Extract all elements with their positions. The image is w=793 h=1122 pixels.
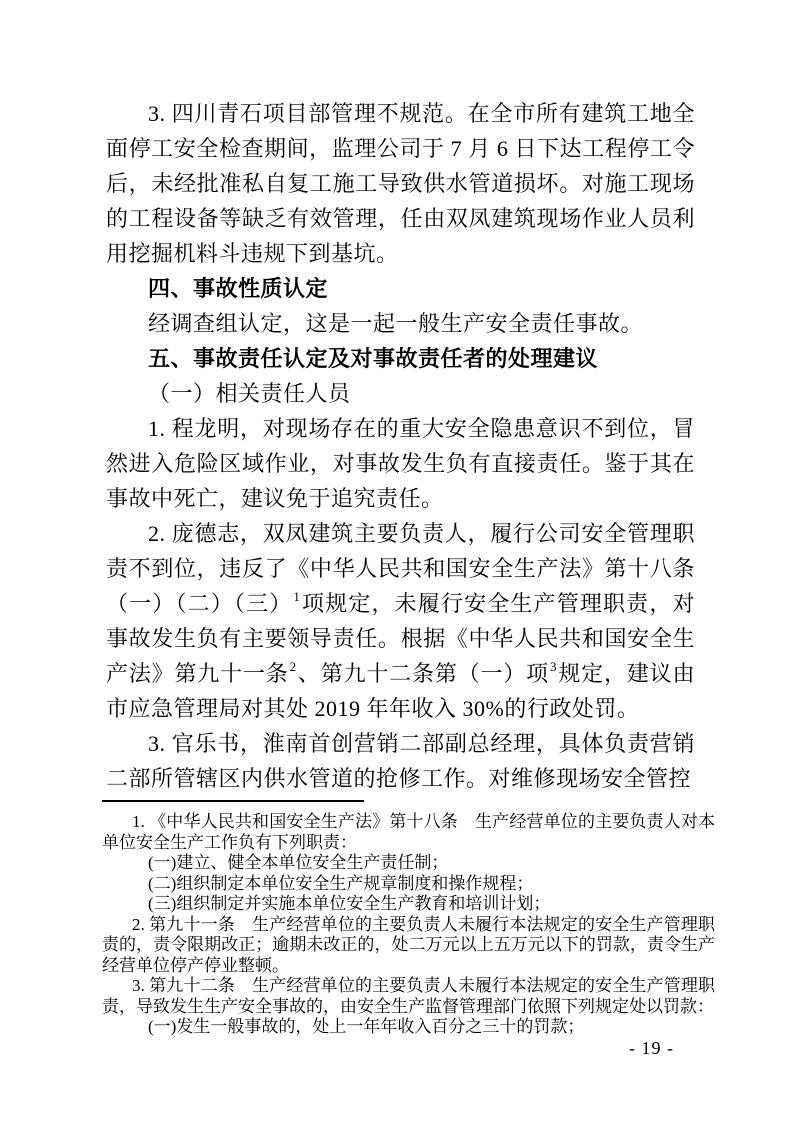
footnote-1-item-2: (二)组织制定本单位安全生产规章制度和操作规程； — [148, 873, 534, 893]
pang-text-segment-4: 规定，建议由市应急管理局对其处 2019 年年收入 30%的行政处罚。 — [106, 661, 695, 721]
heading-section-five: 五、事故责任认定及对事故责任者的处理建议 — [148, 346, 599, 371]
paragraph-accident-nature: 经调查组认定，这是一起一般生产安全责任事故。 — [148, 311, 644, 336]
paragraph-cheng-longming: 1. 程龙明，对现场存在的重大安全隐患意识不到位，冒然进入危险区域作业，对事故发生负有直接责任。鉴于其在事故中死亡，建议免于追究责任。 — [106, 416, 695, 511]
footnote-1: 1. 《中华人民共和国安全生产法》第十八条 生产经营单位的主要负责人对本单位安全生产工作负有下列职责： — [102, 812, 715, 852]
pang-text-segment-1: 2. 庞德志，双凤建筑主要负责人，履行公司安全管理职责不到位，违反了《中华人民共和国安全生产法》第十八条（一）（二）（三） — [106, 521, 695, 616]
footnote-separator — [102, 800, 364, 802]
document-body — [106, 96, 703, 796]
paragraph-guan-leshu: 3. 官乐书，淮南首创营销二部副总经理，具体负责营销二部所管辖区内供水管道的抢修工作。对维修现场安全管控 — [106, 731, 695, 791]
pang-text-segment-2: 项规定，未履行安全生产管理职责，对事故发生负有主要领导责任。根据《中华人民共和国安全生产法》第九十一条 — [106, 591, 695, 686]
page-content — [102, 96, 715, 1038]
footnote-3: 3. 第九十二条 生产经营单位的主要负责人未履行本法规定的安全生产管理职责，导致发生生产安全事故的，由安全生产监督管理部门依照下列规定处以罚款： — [102, 976, 715, 1016]
page-number: - 19 - — [629, 1038, 674, 1058]
footnote-2: 2. 第九十一条 生产经营单位的主要负责人未履行本法规定的安全生产管理职责的，责令限期改正；逾期未改正的，处二万元以上五万元以下的罚款，责令生产经营单位停产停业整顿。 — [102, 914, 715, 975]
footnote-1-item-1: (一)建立、健全本单位安全生产责任制； — [148, 853, 449, 872]
footnote-3-item-1: (一)发生一般事故的，处上一年年收入百分之三十的罚款； — [148, 1017, 585, 1036]
paragraph-sichuan-qingshi: 3. 四川青石项目部管理不规范。在全市所有建筑工地全面停工安全检查期间，监理公司于 7 月 6 日下达工程停工令后，未经批准私自复工施工导致供水管道损坏。对施工现场的工程设备等缺乏有效管理，任由双凤建筑现场作业人员利用挖掘机料斗违规下到基坑。 — [106, 101, 695, 266]
footnotes-section — [102, 800, 715, 1038]
paragraph-pang-dezhi — [106, 516, 695, 726]
footnote-ref-3: 3 — [550, 658, 558, 674]
footnote-ref-1: 1 — [293, 588, 301, 604]
footnote-1-item-3: (三)组织制定并实施本单位安全生产教育和培训计划； — [148, 894, 551, 913]
subheading-responsible-persons: （一）相关责任人员 — [148, 381, 351, 406]
footnote-ref-2: 2 — [289, 658, 297, 674]
heading-section-four: 四、事故性质认定 — [148, 276, 329, 301]
pang-text-segment-3: 、第九十二条第（一）项 — [297, 661, 550, 686]
